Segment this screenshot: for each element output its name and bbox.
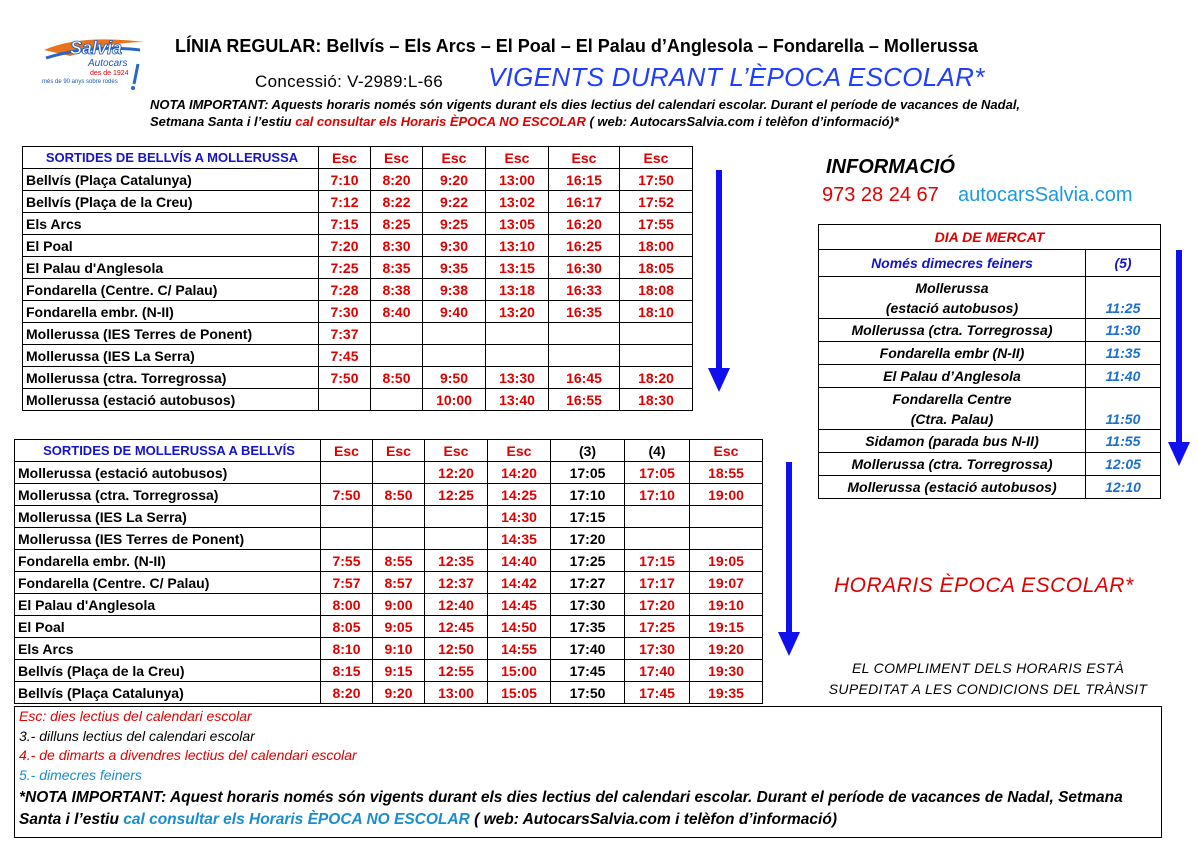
market-title: DIA DE MERCAT: [819, 225, 1161, 250]
departure-time: 17:30: [551, 594, 625, 616]
departure-time: [373, 506, 425, 528]
column-header: Esc: [319, 147, 371, 169]
departure-time: [373, 462, 425, 484]
stop-name: Fondarella (Centre. C/ Palau): [15, 572, 321, 594]
departure-time: 17:25: [625, 616, 690, 638]
stop-name: [819, 365, 1086, 388]
table-row: [819, 388, 1161, 430]
stop-name-line2: (estació autobusos): [885, 299, 1019, 316]
column-header: Esc: [423, 147, 486, 169]
table-row: [819, 430, 1161, 453]
departure-time: 9:22: [423, 191, 486, 213]
column-header: Esc: [425, 440, 488, 462]
departure-time: 18:00: [620, 235, 693, 257]
departure-time: 13:02: [486, 191, 549, 213]
traffic-disclaimer-line2: SUPEDITAT A LES CONDICIONS DEL TRÀNSIT: [828, 681, 1148, 697]
departure-time: 13:05: [486, 213, 549, 235]
departure-time: 9:20: [373, 682, 425, 704]
note-link-text: cal consultar els Horaris ÈPOCA NO ESCOLAR: [123, 811, 470, 828]
departure-time: 19:15: [690, 616, 763, 638]
stop-name-line1: Mollerussa (estació autobusos): [847, 479, 1057, 495]
legend-5: 5.- dimecres feiners: [19, 766, 142, 783]
table-row: [23, 301, 693, 323]
departure-time: 7:25: [319, 257, 371, 279]
stop-name: El Poal: [23, 235, 319, 257]
stop-name: Bellvís (Plaça de la Creu): [15, 660, 321, 682]
note-text-end: ( web: AutocarsSalvia.com i telèfon d’informació)*: [585, 114, 899, 129]
header-row: [23, 147, 693, 169]
logo-tagline: més de 90 anys sobre rodes: [42, 79, 118, 85]
validity-banner: VIGENTS DURANT L’ÈPOCA ESCOLAR*: [488, 62, 985, 92]
table-row: [15, 550, 763, 572]
departure-time: [321, 528, 373, 550]
stop-name: [819, 453, 1086, 476]
departure-time: 18:08: [620, 279, 693, 301]
legend-3: 3.- dilluns lectius del calendari escolar: [19, 727, 255, 744]
stop-name: Mollerussa (IES Terres de Ponent): [15, 528, 321, 550]
departure-time: 7:50: [319, 367, 371, 389]
departure-time: 17:40: [551, 638, 625, 660]
departure-time: 13:00: [425, 682, 488, 704]
market-day-table: [818, 224, 1161, 499]
table-row: [819, 476, 1161, 499]
stop-name: El Poal: [15, 616, 321, 638]
departure-time: 13:40: [486, 389, 549, 411]
departure-time: 9:30: [423, 235, 486, 257]
departure-time: 11:25: [1086, 277, 1161, 319]
table-row: [23, 169, 693, 191]
departure-time: [549, 345, 620, 367]
departure-time: 17:17: [625, 572, 690, 594]
table-row: [23, 213, 693, 235]
down-arrow-icon: [772, 462, 808, 660]
departure-time: 7:30: [319, 301, 371, 323]
departure-time: 17:55: [620, 213, 693, 235]
departure-time: 8:20: [321, 682, 373, 704]
departure-time: 17:25: [551, 550, 625, 572]
stop-name: El Palau d'Anglesola: [23, 257, 319, 279]
departure-time: 8:50: [373, 484, 425, 506]
departure-time: 14:45: [488, 594, 551, 616]
table-row: [15, 638, 763, 660]
departure-time: 12:45: [425, 616, 488, 638]
subheader-row: [819, 250, 1161, 277]
departure-time: 12:25: [425, 484, 488, 506]
page-title: LÍNIA REGULAR: Bellvís – Els Arcs – El Poal – El Palau d’Anglesola – Fondarella – Mollerussa: [175, 36, 978, 56]
column-header: Esc: [690, 440, 763, 462]
table-row: [15, 682, 763, 704]
important-note-top: [150, 96, 1050, 130]
down-arrow-icon: [702, 170, 738, 396]
table-row: [23, 279, 693, 301]
stop-name: [819, 319, 1086, 342]
departure-time: 7:37: [319, 323, 371, 345]
table-title: SORTIDES DE MOLLERUSSA A BELLVÍS: [15, 440, 321, 462]
logo-brand: Salvia: [70, 38, 123, 58]
departure-time: 12:37: [425, 572, 488, 594]
departure-time: 7:50: [321, 484, 373, 506]
departure-time: 19:10: [690, 594, 763, 616]
departure-time: 18:55: [690, 462, 763, 484]
table-row: [23, 367, 693, 389]
departure-time: 8:00: [321, 594, 373, 616]
stop-name: Fondarella embr. (N-II): [23, 301, 319, 323]
column-header: Esc: [321, 440, 373, 462]
departure-time: 19:35: [690, 682, 763, 704]
departure-time: [423, 345, 486, 367]
stop-name: Bellvís (Plaça Catalunya): [15, 682, 321, 704]
market-code: (5): [1086, 250, 1161, 277]
stop-name: Bellvís (Plaça Catalunya): [23, 169, 319, 191]
departure-time: [425, 506, 488, 528]
departure-time: 17:15: [625, 550, 690, 572]
departure-time: [425, 528, 488, 550]
stop-name: [819, 430, 1086, 453]
departure-time: 12:05: [1086, 453, 1161, 476]
departure-time: 10:00: [423, 389, 486, 411]
stop-name: Mollerussa (estació autobusos): [23, 389, 319, 411]
timetable-bellvis-mollerussa: [22, 146, 693, 411]
departure-time: 14:25: [488, 484, 551, 506]
important-note-bottom: [15, 785, 1161, 831]
departure-time: 8:10: [321, 638, 373, 660]
departure-time: 17:52: [620, 191, 693, 213]
departure-time: [371, 345, 423, 367]
stop-name: [819, 342, 1086, 365]
departure-time: 11:50: [1086, 388, 1161, 430]
departure-time: 7:20: [319, 235, 371, 257]
stop-name: [819, 388, 1086, 430]
departure-time: 16:20: [549, 213, 620, 235]
table-row: [15, 506, 763, 528]
traffic-disclaimer-line1: EL COMPLIMENT DELS HORARIS ESTÀ: [852, 660, 1124, 676]
departure-time: 15:05: [488, 682, 551, 704]
departure-time: 13:00: [486, 169, 549, 191]
stop-name: Els Arcs: [23, 213, 319, 235]
departure-time: [321, 506, 373, 528]
table-row: [23, 345, 693, 367]
table-row: [15, 484, 763, 506]
departure-time: 11:30: [1086, 319, 1161, 342]
departure-time: [620, 345, 693, 367]
table-row: [23, 257, 693, 279]
departure-time: 11:35: [1086, 342, 1161, 365]
departure-time: 8:25: [371, 213, 423, 235]
departure-time: 7:57: [321, 572, 373, 594]
departure-time: 11:55: [1086, 430, 1161, 453]
departure-time: 9:40: [423, 301, 486, 323]
legend-4: 4.- de dimarts a divendres lectius del calendari escolar: [19, 747, 357, 763]
departure-time: 9:05: [373, 616, 425, 638]
departure-time: 9:38: [423, 279, 486, 301]
column-header: Esc: [486, 147, 549, 169]
departure-time: 18:10: [620, 301, 693, 323]
departure-time: 13:20: [486, 301, 549, 323]
table-row: [15, 660, 763, 682]
table-row: [819, 342, 1161, 365]
departure-time: [319, 389, 371, 411]
stop-name: Bellvís (Plaça de la Creu): [23, 191, 319, 213]
logo-sub: Autocars: [88, 58, 128, 69]
departure-time: [371, 323, 423, 345]
departure-time: 8:35: [371, 257, 423, 279]
table-row: [819, 277, 1161, 319]
stop-name-line1: Fondarella Centre: [892, 390, 1012, 407]
departure-time: 11:40: [1086, 365, 1161, 388]
departure-time: 9:35: [423, 257, 486, 279]
departure-time: 19:05: [690, 550, 763, 572]
departure-time: 17:10: [625, 484, 690, 506]
departure-time: [549, 323, 620, 345]
departure-time: 9:00: [373, 594, 425, 616]
stop-name: El Palau d'Anglesola: [15, 594, 321, 616]
website-link[interactable]: autocarsSalvia.com: [958, 184, 1133, 206]
departure-time: 16:33: [549, 279, 620, 301]
table-row: [819, 365, 1161, 388]
timetable-mollerussa-bellvis: [14, 439, 763, 704]
table-row: [819, 453, 1161, 476]
departure-time: 8:57: [373, 572, 425, 594]
stop-name: Mollerussa (ctra. Torregrossa): [23, 367, 319, 389]
departure-time: 12:55: [425, 660, 488, 682]
departure-time: 14:42: [488, 572, 551, 594]
header-row: [15, 440, 763, 462]
market-subtitle: Només dimecres feiners: [819, 250, 1086, 277]
salvia-logo: [40, 36, 148, 92]
table-row: [15, 594, 763, 616]
stop-name: Mollerussa (estació autobusos): [15, 462, 321, 484]
departure-time: 16:30: [549, 257, 620, 279]
info-label: INFORMACIÓ: [826, 156, 955, 178]
departure-time: 7:12: [319, 191, 371, 213]
departure-time: 17:05: [625, 462, 690, 484]
column-header: Esc: [549, 147, 620, 169]
school-season-label: HORARIS ÈPOCA ESCOLAR*: [834, 574, 1134, 597]
stop-name: Fondarella embr. (N-II): [15, 550, 321, 572]
column-header: (4): [625, 440, 690, 462]
departure-time: 19:20: [690, 638, 763, 660]
departure-time: 13:15: [486, 257, 549, 279]
departure-time: 12:20: [425, 462, 488, 484]
departure-time: 7:55: [321, 550, 373, 572]
departure-time: 16:15: [549, 169, 620, 191]
phone-number: 973 28 24 67: [822, 184, 939, 206]
departure-time: 8:55: [373, 550, 425, 572]
departure-time: [690, 528, 763, 550]
stop-name-line1: Mollerussa (ctra. Torregrossa): [851, 456, 1053, 472]
departure-time: 17:35: [551, 616, 625, 638]
departure-time: 19:30: [690, 660, 763, 682]
stop-name-line1: Mollerussa (ctra. Torregrossa): [851, 322, 1053, 338]
departure-time: 9:15: [373, 660, 425, 682]
departure-time: 7:28: [319, 279, 371, 301]
departure-time: [625, 506, 690, 528]
stop-name-line1: Fondarella embr (N-II): [879, 345, 1025, 361]
column-header: Esc: [488, 440, 551, 462]
departure-time: 8:50: [371, 367, 423, 389]
stop-name: Mollerussa (ctra. Torregrossa): [15, 484, 321, 506]
departure-time: 14:55: [488, 638, 551, 660]
departure-time: 9:20: [423, 169, 486, 191]
departure-time: 18:30: [620, 389, 693, 411]
note-text: NOTA IMPORTANT: Aquests horaris només són vigents durant els dies lectius del calendari escolar. Durant el període de vacances de Nadal, Setmana Santa i l’estiu: [150, 97, 1021, 129]
traffic-disclaimer: [808, 658, 1168, 700]
departure-time: 13:30: [486, 367, 549, 389]
column-header: Esc: [371, 147, 423, 169]
departure-time: [625, 528, 690, 550]
table-row: [819, 319, 1161, 342]
departure-time: 14:20: [488, 462, 551, 484]
note-text-end: ( web: AutocarsSalvia.com i telèfon d’informació): [469, 811, 837, 828]
table-row: [23, 323, 693, 345]
departure-time: 17:40: [625, 660, 690, 682]
departure-time: 12:35: [425, 550, 488, 572]
departure-time: 13:10: [486, 235, 549, 257]
departure-time: [321, 462, 373, 484]
departure-time: [486, 323, 549, 345]
column-header: Esc: [373, 440, 425, 462]
legend-esc: Esc: dies lectius del calendari escolar: [19, 708, 252, 724]
departure-time: 19:07: [690, 572, 763, 594]
departure-time: [371, 389, 423, 411]
concession-number: Concessió: V-2989:L-66: [255, 72, 444, 91]
departure-time: 16:45: [549, 367, 620, 389]
note-text: *NOTA IMPORTANT: Aquest horaris només són vigents durant els dies lectius del calendari escolar. Durant el període de vacances de Nadal, Setmana Santa i l’estiu: [19, 789, 1123, 828]
stop-name: Fondarella (Centre. C/ Palau): [23, 279, 319, 301]
departure-time: 8:30: [371, 235, 423, 257]
departure-time: 18:20: [620, 367, 693, 389]
departure-time: [373, 528, 425, 550]
departure-time: [423, 323, 486, 345]
departure-time: 13:18: [486, 279, 549, 301]
departure-time: 8:20: [371, 169, 423, 191]
departure-time: 17:05: [551, 462, 625, 484]
departure-time: 17:50: [620, 169, 693, 191]
departure-time: 17:30: [625, 638, 690, 660]
table-row: [23, 235, 693, 257]
departure-time: 7:10: [319, 169, 371, 191]
departure-time: 12:40: [425, 594, 488, 616]
column-header: (3): [551, 440, 625, 462]
departure-time: 7:45: [319, 345, 371, 367]
stop-name-line2: (Ctra. Palau): [910, 410, 994, 427]
departure-time: 14:35: [488, 528, 551, 550]
departure-time: [620, 323, 693, 345]
table-title: SORTIDES DE BELLVÍS A MOLLERUSSA: [23, 147, 319, 169]
departure-time: 8:05: [321, 616, 373, 638]
departure-time: 8:15: [321, 660, 373, 682]
stop-name: Mollerussa (IES La Serra): [23, 345, 319, 367]
note-link-text: cal consultar els Horaris ÈPOCA NO ESCOLAR: [295, 114, 586, 129]
departure-time: 16:25: [549, 235, 620, 257]
departure-time: 12:10: [1086, 476, 1161, 499]
stop-name-line1: El Palau d’Anglesola: [883, 368, 1021, 384]
departure-time: 14:40: [488, 550, 551, 572]
stop-name-line1: Sidamon (parada bus N-II): [865, 433, 1039, 449]
departure-time: 9:10: [373, 638, 425, 660]
departure-time: 17:50: [551, 682, 625, 704]
departure-time: 14:50: [488, 616, 551, 638]
stop-name: Els Arcs: [15, 638, 321, 660]
departure-time: 7:15: [319, 213, 371, 235]
departure-time: 17:27: [551, 572, 625, 594]
table-row: [15, 572, 763, 594]
table-row: [15, 462, 763, 484]
legend-box: [14, 706, 1162, 838]
logo-since: des de 1924: [90, 70, 129, 77]
departure-time: 19:00: [690, 484, 763, 506]
departure-time: 8:38: [371, 279, 423, 301]
table-row: [23, 389, 693, 411]
departure-time: 18:05: [620, 257, 693, 279]
table-row: [23, 191, 693, 213]
departure-time: [690, 506, 763, 528]
departure-time: 8:40: [371, 301, 423, 323]
table-row: [15, 528, 763, 550]
column-header: Esc: [620, 147, 693, 169]
departure-time: 16:35: [549, 301, 620, 323]
departure-time: 17:45: [625, 682, 690, 704]
departure-time: 8:22: [371, 191, 423, 213]
header-row: [819, 225, 1161, 250]
table-row: [15, 616, 763, 638]
stop-name: Mollerussa (IES La Serra): [15, 506, 321, 528]
departure-time: 17:20: [625, 594, 690, 616]
down-arrow-icon: [1162, 250, 1198, 470]
departure-time: 14:30: [488, 506, 551, 528]
stop-name-line1: Mollerussa: [915, 279, 989, 296]
departure-time: [486, 345, 549, 367]
departure-time: 17:45: [551, 660, 625, 682]
stop-name: [819, 476, 1086, 499]
departure-time: 17:10: [551, 484, 625, 506]
departure-time: 16:17: [549, 191, 620, 213]
stop-name: [819, 277, 1086, 319]
departure-time: 12:50: [425, 638, 488, 660]
departure-time: 9:25: [423, 213, 486, 235]
stop-name: Mollerussa (IES Terres de Ponent): [23, 323, 319, 345]
departure-time: 16:55: [549, 389, 620, 411]
departure-time: 9:50: [423, 367, 486, 389]
departure-time: 17:15: [551, 506, 625, 528]
departure-time: 15:00: [488, 660, 551, 682]
departure-time: 17:20: [551, 528, 625, 550]
